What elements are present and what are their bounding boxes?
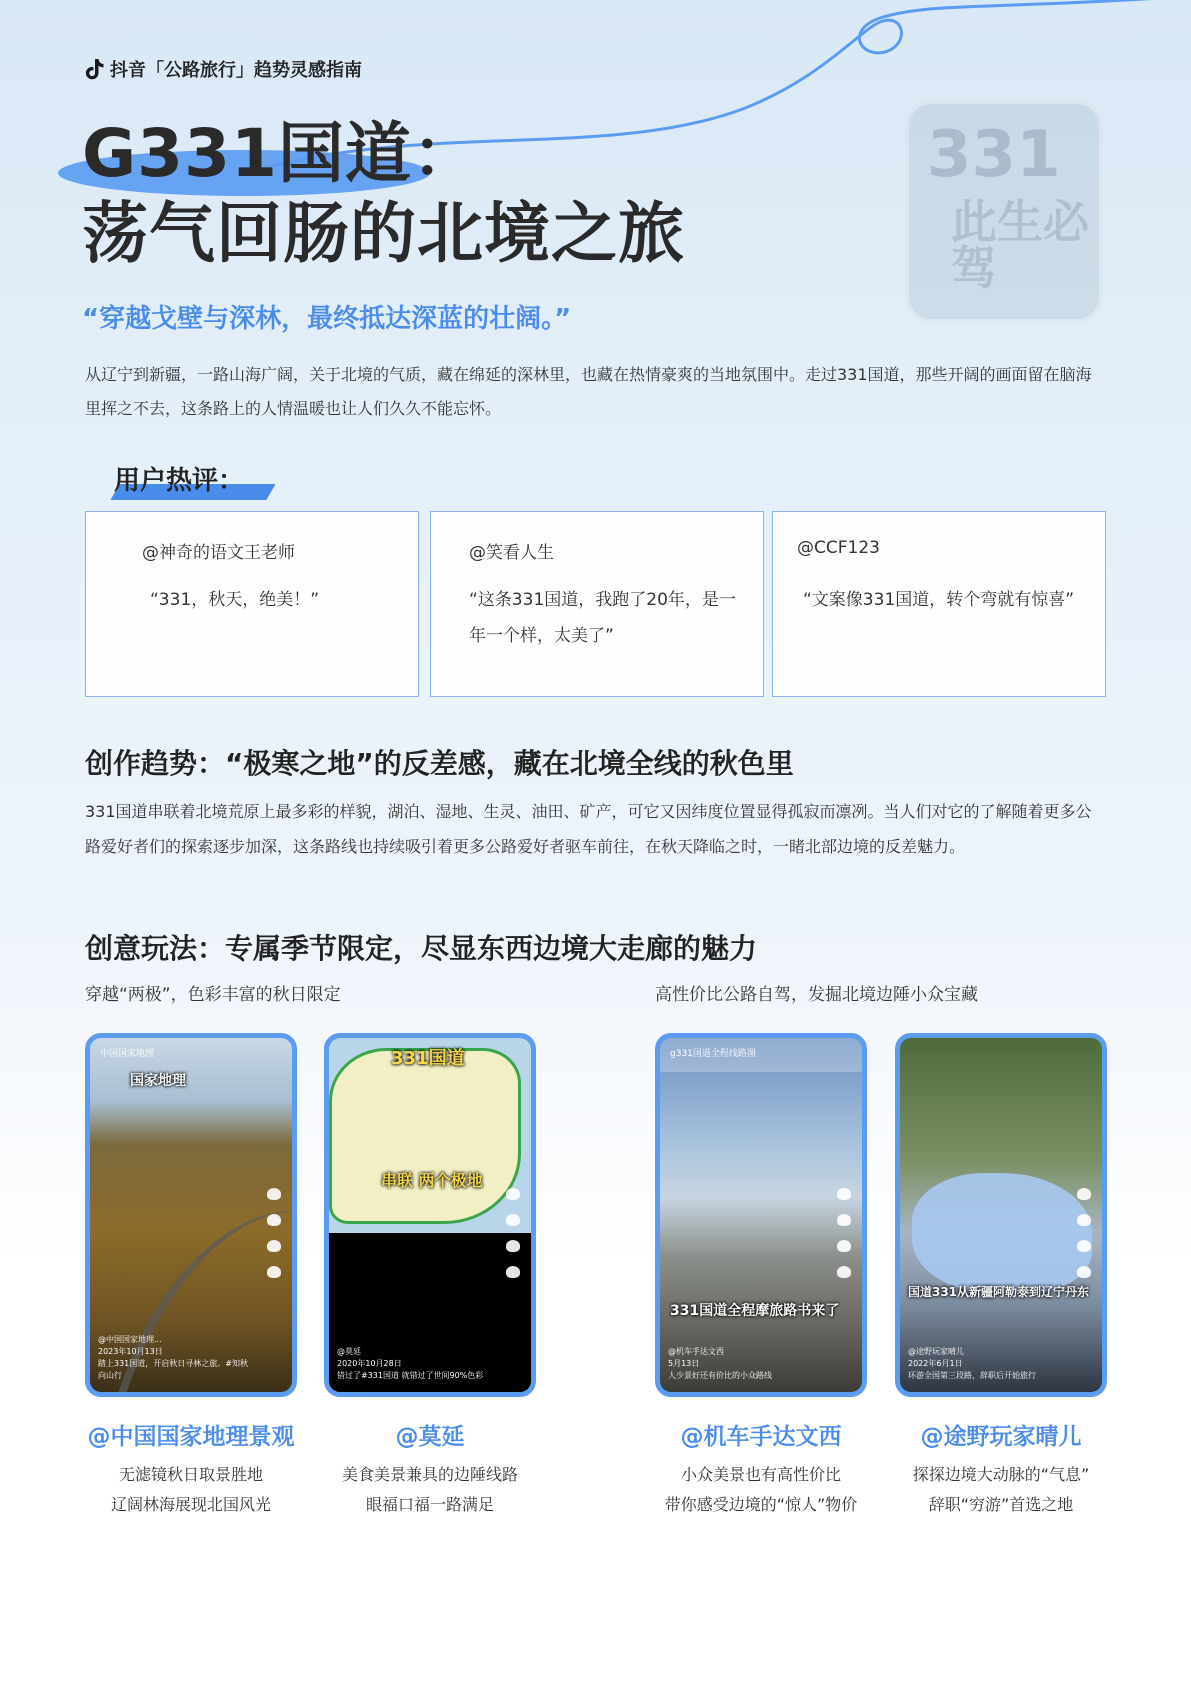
video-actions <box>503 1188 523 1278</box>
video-thumbnail[interactable] <box>655 1033 867 1397</box>
comment-icon[interactable] <box>1077 1214 1091 1226</box>
video-overlay-text: 331国道全程摩旅路书来了 <box>670 1303 840 1319</box>
video-actions <box>834 1188 854 1278</box>
favorite-icon[interactable] <box>1077 1240 1091 1252</box>
review-card <box>430 511 764 697</box>
map-land <box>329 1048 521 1224</box>
description-line: 无滤镜秋日取景胜地 <box>118 1465 263 1484</box>
video-search-bar[interactable]: g331国道全程线路图 <box>660 1038 862 1072</box>
share-icon[interactable] <box>837 1266 851 1278</box>
description-line: 眼福口福一路满足 <box>365 1495 494 1514</box>
favorite-icon[interactable] <box>506 1240 520 1252</box>
page-title <box>82 114 685 274</box>
video-caption <box>337 1346 491 1382</box>
review-card <box>772 511 1106 697</box>
map-graphic <box>912 1173 1092 1293</box>
share-icon[interactable] <box>1077 1266 1091 1278</box>
video-topbar: 中国国家地理 <box>100 1049 155 1059</box>
caption-text: 人少景好还有价比的小众路线 <box>668 1371 772 1380</box>
video-thumbnail[interactable] <box>895 1033 1107 1397</box>
ideas-subtitle-left: 穿越“两极”，色彩丰富的秋日限定 <box>85 985 341 1005</box>
caption-user: @机车手达文西 <box>668 1347 724 1356</box>
brand-text: 抖音「公路旅行」趋势灵感指南 <box>110 60 362 81</box>
video-overlay-text: 国家地理 <box>130 1073 186 1089</box>
description-line: 美食美景兼具的边陲线路 <box>341 1465 518 1484</box>
quote: “穿越戈壁与深林，最终抵达深蓝的壮阔。” <box>82 304 572 334</box>
caption-date: 2020年10月28日 <box>337 1359 402 1368</box>
creator-name[interactable]: @莫延 <box>395 1424 465 1450</box>
video-thumbnail[interactable] <box>85 1033 297 1397</box>
caption-date: 2022年6月1日 <box>908 1359 963 1368</box>
video-overlay-title: 331国道 <box>391 1048 465 1069</box>
description-line: 辞职“穷游”首选之地 <box>928 1495 1074 1514</box>
creator-name[interactable]: @途野玩家晴儿 <box>920 1424 1082 1450</box>
creator-description <box>310 1460 550 1520</box>
share-icon[interactable] <box>506 1266 520 1278</box>
sign-number: 331 <box>927 118 1061 192</box>
trend-title: 创作趋势：“极寒之地”的反差感，藏在北境全线的秋色里 <box>85 747 794 780</box>
video-actions <box>264 1188 284 1278</box>
video-actions <box>1074 1188 1094 1278</box>
video-overlay-text: 国道331从新疆阿勒泰到辽宁丹东 <box>908 1285 1090 1299</box>
description-line: 探探边境大动脉的“气息” <box>912 1465 1090 1484</box>
tiktok-logo-icon <box>84 58 104 80</box>
caption-text: 错过了#331国道 就错过了世间90%色彩 <box>337 1371 484 1380</box>
review-user: @神奇的语文王老师 <box>142 543 295 563</box>
brand-header <box>84 56 362 82</box>
review-card <box>85 511 419 697</box>
title-line-2: 荡气回肠的北境之旅 <box>82 195 685 272</box>
intro-paragraph: 从辽宁到新疆，一路山海广阔，关于北境的气质，藏在绵延的深林里，也藏在热情豪爽的当地氛围中。走过331国道，那些开阔的画面留在脑海里挥之不去，这条路上的人情温暖也让人们久久不能忘怀。 <box>85 365 1092 418</box>
creator-name[interactable]: @中国国家地理景观 <box>87 1424 295 1450</box>
title-line-1: G331国道： <box>82 115 479 192</box>
review-user: @CCF123 <box>797 538 880 558</box>
sign-text: 此生必驾 <box>951 195 1089 295</box>
video-caption <box>98 1334 252 1382</box>
video-thumbnail[interactable] <box>324 1033 536 1397</box>
like-icon[interactable] <box>1077 1188 1091 1200</box>
review-text: “文案像331国道，转个弯就有惊喜” <box>803 590 1075 610</box>
caption-user: @莫延 <box>337 1347 361 1356</box>
like-icon[interactable] <box>506 1188 520 1200</box>
review-text: “这条331国道，我跑了20年，是一年一个样，太美了” <box>469 590 736 646</box>
video-overlay-text: 串联 两个极地 <box>381 1171 483 1190</box>
like-icon[interactable] <box>267 1188 281 1200</box>
description-line: 小众美景也有高性价比 <box>680 1465 841 1484</box>
comment-icon[interactable] <box>506 1214 520 1226</box>
ideas-title: 创意玩法：专属季节限定，尽显东西边境大走廊的魅力 <box>85 932 758 965</box>
caption-text: 踏上331国道，开启秋日寻林之旅。#知秋向山行 <box>98 1359 248 1380</box>
reviews-heading: 用户热评： <box>114 466 245 496</box>
video-caption <box>908 1346 1062 1382</box>
share-icon[interactable] <box>267 1266 281 1278</box>
comment-icon[interactable] <box>837 1214 851 1226</box>
review-user: @笑看人生 <box>469 543 554 563</box>
creator-description <box>71 1460 311 1520</box>
creator-description <box>641 1460 881 1520</box>
trend-body: 331国道串联着北境荒原上最多彩的样貌，湖泊、湿地、生灵、油田、矿产，可它又因纬度位置显得孤寂而凛冽。当人们对它的了解随着更多公路爱好者们的探索逐步加深，这条路线也持续吸引着更多公路爱好者驱车前往，在秋天降临之时，一睹北部边境的反差魅力。 <box>85 802 1092 856</box>
favorite-icon[interactable] <box>267 1240 281 1252</box>
caption-text: 环游全国第三段路，辞职后开始旅行 <box>908 1371 1036 1380</box>
caption-user: @途野玩家晴儿 <box>908 1347 964 1356</box>
caption-date: 5月13日 <box>668 1359 700 1368</box>
ideas-subtitle-right: 高性价比公路自驾，发掘北境边陲小众宝藏 <box>655 985 978 1005</box>
description-line: 带你感受边境的“惊人”物价 <box>664 1495 858 1514</box>
like-icon[interactable] <box>837 1188 851 1200</box>
comment-icon[interactable] <box>267 1214 281 1226</box>
creator-description <box>881 1460 1121 1520</box>
caption-user: @中国国家地理... <box>98 1335 162 1344</box>
caption-date: 2023年10月13日 <box>98 1347 163 1356</box>
review-text: “331，秋天，绝美！” <box>150 590 320 610</box>
favorite-icon[interactable] <box>837 1240 851 1252</box>
video-caption <box>668 1346 822 1382</box>
description-line: 辽阔林海展现北国风光 <box>110 1495 271 1514</box>
creator-name[interactable]: @机车手达文西 <box>680 1424 842 1450</box>
